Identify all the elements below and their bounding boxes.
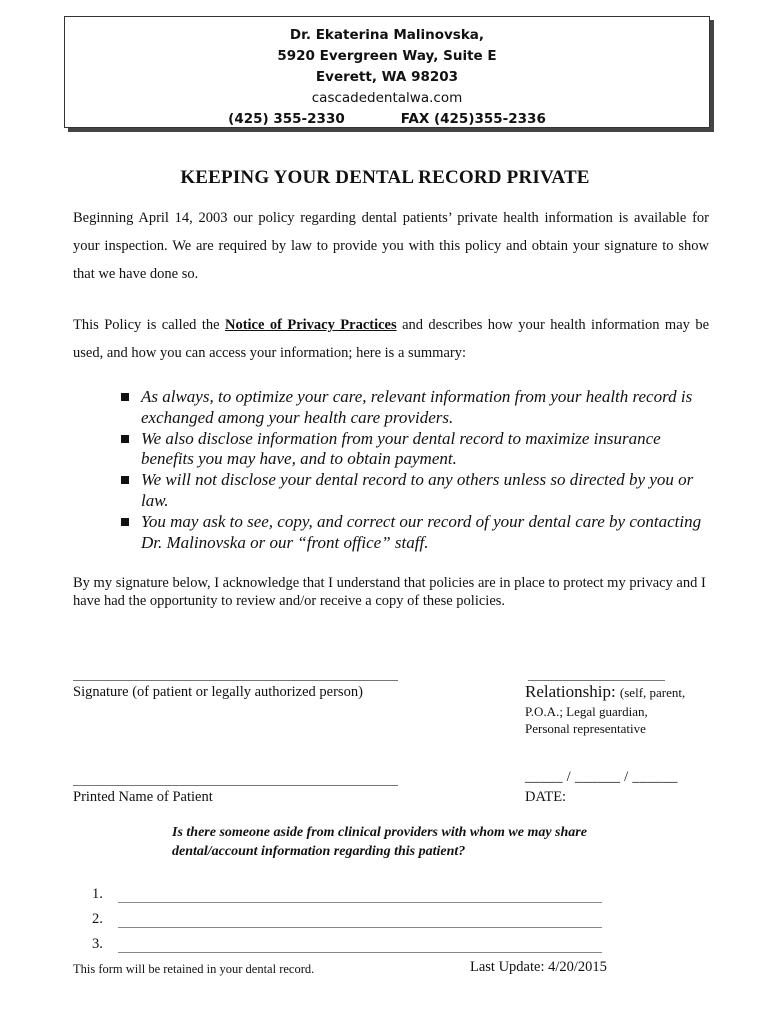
address-line-2: Everett, WA 98203 <box>315 69 459 85</box>
website: cascadedentalwa.com <box>311 90 463 106</box>
contact-line-2[interactable] <box>118 927 602 928</box>
date-field[interactable]: _____ / ______ / ______ <box>525 769 678 785</box>
contact-line-1[interactable] <box>118 902 602 903</box>
list-item: We also disclose information from your dental record to maximize insurance benefits you may have, and to obtain payment. <box>117 429 717 471</box>
document-title: KEEPING YOUR DENTAL RECORD PRIVATE <box>180 167 590 188</box>
notice-of-privacy-practices-link: Notice of Privacy Practices <box>224 317 397 333</box>
contact-line-3[interactable] <box>118 952 602 953</box>
intro-paragraph: Beginning April 14, 2003 our policy regarding dental patients’ private health information is available for your inspection. We are required by law to provide you with this policy and obtain your signature to show that we have done so. <box>73 210 709 282</box>
policy-text-after: and describes how your health information may be used, and how you can access your information; here is a summary: <box>73 317 710 361</box>
line-number-2: 2. <box>92 911 103 927</box>
summary-list <box>117 387 717 553</box>
printed-name-line[interactable] <box>73 785 398 786</box>
policy-text-before: This Policy is called the <box>73 317 225 333</box>
phone-number: (425) 355-2330 <box>228 111 345 127</box>
line-number-3: 3. <box>92 936 103 952</box>
relationship-label: Relationship: <box>525 682 616 701</box>
relationship-label-row <box>525 682 685 703</box>
letterhead-box <box>64 16 710 128</box>
retention-note: This form will be retained in your dental record. <box>73 962 315 976</box>
fax-number: FAX (425)355-2336 <box>400 111 546 127</box>
address-line-1: 5920 Evergreen Way, Suite E <box>277 48 497 64</box>
signature-label: Signature (of patient or legally authorized person) <box>73 684 363 700</box>
list-item: As always, to optimize your care, relevant information from your health record is exchanged among your health care providers. <box>117 387 717 429</box>
date-label: DATE: <box>525 789 567 805</box>
last-update: Last Update: 4/20/2015 <box>470 959 607 975</box>
list-item: We will not disclose your dental record to any others unless so directed by you or law. <box>117 470 717 512</box>
doctor-name: Dr. Ekaterina Malinovska, <box>289 27 485 43</box>
acknowledgement-text: By my signature below, I acknowledge that I understand that policies are in place to protect my privacy and I have had the opportunity to review and/or receive a copy of these policies. <box>73 575 706 609</box>
relationship-options-1: (self, parent, <box>619 685 686 700</box>
relationship-line[interactable] <box>528 680 665 681</box>
contact-question: Is there someone aside from clinical providers with whom we may share dental/account information regarding this patient? <box>172 825 587 859</box>
relationship-options-2: P.O.A.; Legal guardian, <box>525 704 648 719</box>
relationship-options-3: Personal representative <box>525 721 646 736</box>
relationship-options <box>525 703 648 737</box>
printed-name-label: Printed Name of Patient <box>73 789 213 805</box>
signature-line[interactable] <box>73 680 398 681</box>
phone-fax-row <box>65 109 709 130</box>
list-item: You may ask to see, copy, and correct our record of your dental care by contacting Dr. Malinovska or our “front office” staff. <box>117 512 717 554</box>
policy-paragraph <box>73 311 709 367</box>
line-number-1: 1. <box>92 886 103 902</box>
